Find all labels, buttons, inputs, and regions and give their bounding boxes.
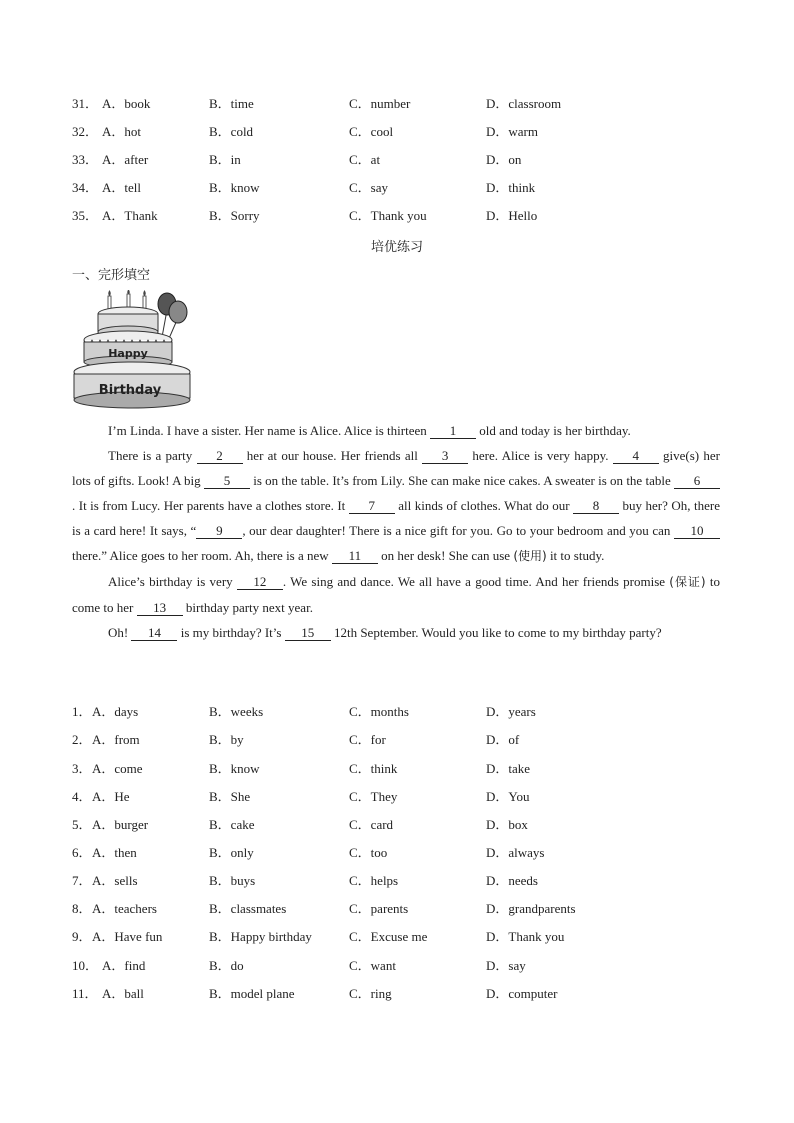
question-row <box>72 984 752 1004</box>
cake-text-happy: Happy <box>108 347 148 360</box>
question-number: 3． <box>72 761 92 776</box>
option-d: D．Hello <box>486 208 538 223</box>
question-row <box>72 956 752 976</box>
option-a: A．days <box>92 704 139 719</box>
question-number: 34． <box>72 180 99 195</box>
option-a: A．teachers <box>92 901 157 916</box>
option-b: B．do <box>209 958 244 973</box>
option-a: A．tell <box>102 180 141 195</box>
question-row <box>72 927 752 947</box>
question-number: 31． <box>72 96 99 111</box>
option-d: D．think <box>486 180 536 195</box>
option-c: C．Thank you <box>349 208 427 223</box>
blank-10: 10 <box>674 523 720 539</box>
option-c: C．too <box>349 845 388 860</box>
option-a: A．hot <box>102 124 142 139</box>
option-d: D．You <box>486 789 530 804</box>
question-row <box>72 178 752 198</box>
question-number: 4． <box>72 789 92 804</box>
part-title: 一、完形填空 <box>72 268 151 283</box>
option-b: B．cake <box>209 817 255 832</box>
blank-1: 1 <box>430 423 476 439</box>
question-row <box>72 843 752 863</box>
option-c: C．months <box>349 704 409 719</box>
blank-6: 6 <box>674 473 720 489</box>
question-number: 5． <box>72 817 92 832</box>
question-number: 6． <box>72 845 92 860</box>
question-row <box>72 122 752 142</box>
option-c: C．ring <box>349 986 392 1001</box>
question-number: 1． <box>72 704 92 719</box>
option-d: D．box <box>486 817 528 832</box>
question-number: 7． <box>72 873 92 888</box>
blank-11: 11 <box>332 548 378 564</box>
option-b: B．Happy birthday <box>209 929 312 944</box>
question-row <box>72 702 752 722</box>
option-b: B．buys <box>209 873 256 888</box>
option-d: D．warm <box>486 124 538 139</box>
question-row <box>72 206 752 226</box>
question-number: 11． <box>72 986 98 1001</box>
option-a: A．find <box>102 958 146 973</box>
option-b: B．cold <box>209 124 254 139</box>
option-c: C．at <box>349 152 381 167</box>
option-c: C．say <box>349 180 389 195</box>
question-row <box>72 815 752 835</box>
option-b: B．classmates <box>209 901 287 916</box>
passage-paragraph-1: I’m Linda. I have a sister. Her name is Alice. Alice is thirteen 1 old and today is her birthday. <box>108 423 631 438</box>
option-d: D．on <box>486 152 522 167</box>
option-d: D．grandparents <box>486 901 576 916</box>
blank-8: 8 <box>573 498 619 514</box>
blank-15: 15 <box>285 625 331 641</box>
question-number: 33． <box>72 152 99 167</box>
option-b: B．weeks <box>209 704 264 719</box>
question-row <box>72 730 752 750</box>
question-row <box>72 871 752 891</box>
option-b: B．She <box>209 789 251 804</box>
option-b: B．model plane <box>209 986 295 1001</box>
passage-paragraph-2: There is a party 2 her at our house. Her friends all 3 here. Alice is very happy. 4 give(s) her lots of gifts. Look! A big 5 is on the table. It’s from Lily. She can make nice cakes. A sweater is on the table 6. It is from Lucy. Her parents have a clothes store. It 7 all kinds of clothes. What do our 8 buy her? Oh, there is a card here! It says, “ 9 , our dear daughter! There is a nice gift for you. Go to your bedroom and you can 10 there.” Alice goes to her room. Ah, there is a new 11 on her desk! She can use (使用) it to study. <box>72 448 720 563</box>
option-a: A．come <box>92 761 143 776</box>
question-number: 35． <box>72 208 99 223</box>
option-a: A．ball <box>102 986 144 1001</box>
blank-13: 13 <box>137 600 183 616</box>
option-c: C．card <box>349 817 394 832</box>
option-b: B．time <box>209 96 254 111</box>
option-a: A．He <box>92 789 130 804</box>
option-b: B．only <box>209 845 254 860</box>
option-c: C．number <box>349 96 411 111</box>
option-d: D．take <box>486 761 531 776</box>
question-row <box>72 899 752 919</box>
blank-5: 5 <box>204 473 250 489</box>
question-row <box>72 787 752 807</box>
option-d: D．computer <box>486 986 558 1001</box>
option-a: A．sells <box>92 873 138 888</box>
question-number: 8． <box>72 901 92 916</box>
option-d: D．of <box>486 732 520 747</box>
blank-3: 3 <box>422 448 468 464</box>
passage <box>72 418 720 645</box>
option-d: D．Thank you <box>486 929 565 944</box>
question-row <box>72 94 752 114</box>
option-c: C．think <box>349 761 398 776</box>
option-b: B．in <box>209 152 241 167</box>
option-b: B．Sorry <box>209 208 260 223</box>
option-a: A．Have fun <box>92 929 163 944</box>
cake-text-birthday: Birthday <box>98 383 162 398</box>
question-number: 2． <box>72 732 92 747</box>
option-c: C．cool <box>349 124 394 139</box>
option-b: B．by <box>209 732 244 747</box>
section-title: 培优练习 <box>370 240 423 255</box>
option-d: D．classroom <box>486 96 562 111</box>
blank-7: 7 <box>349 498 395 514</box>
blank-12: 12 <box>237 574 283 590</box>
option-c: C．want <box>349 958 396 973</box>
option-a: A．Thank <box>102 208 158 223</box>
option-c: C．for <box>349 732 386 747</box>
option-a: A．after <box>102 152 149 167</box>
option-a: A．from <box>92 732 140 747</box>
question-row <box>72 150 752 170</box>
blank-14: 14 <box>131 625 177 641</box>
option-c: C．parents <box>349 901 409 916</box>
question-number: 10． <box>72 958 99 973</box>
option-c: C．Excuse me <box>349 929 428 944</box>
option-d: D．say <box>486 958 526 973</box>
birthday-cake-icon <box>72 290 194 410</box>
question-number: 9． <box>72 929 92 944</box>
blank-4: 4 <box>613 448 659 464</box>
option-b: B．know <box>209 761 260 776</box>
blank-9: 9 <box>196 523 242 539</box>
option-d: D．always <box>486 845 545 860</box>
option-c: C．helps <box>349 873 399 888</box>
option-c: C．They <box>349 789 398 804</box>
option-a: A．book <box>102 96 151 111</box>
option-d: D．needs <box>486 873 538 888</box>
option-a: A．burger <box>92 817 149 832</box>
option-a: A．then <box>92 845 137 860</box>
passage-paragraph-4: Oh! 14 is my birthday? It’s 15 12th September. Would you like to come to my birthday party? <box>108 625 662 640</box>
option-d: D．years <box>486 704 536 719</box>
option-b: B．know <box>209 180 260 195</box>
question-row <box>72 759 752 779</box>
question-number: 32． <box>72 124 99 139</box>
passage-paragraph-3: Alice’s birthday is very 12 . We sing and dance. We all have a good time. And her friends promise (保证) to come to her 13 birthday party next year. <box>72 574 720 615</box>
blank-2: 2 <box>197 448 243 464</box>
